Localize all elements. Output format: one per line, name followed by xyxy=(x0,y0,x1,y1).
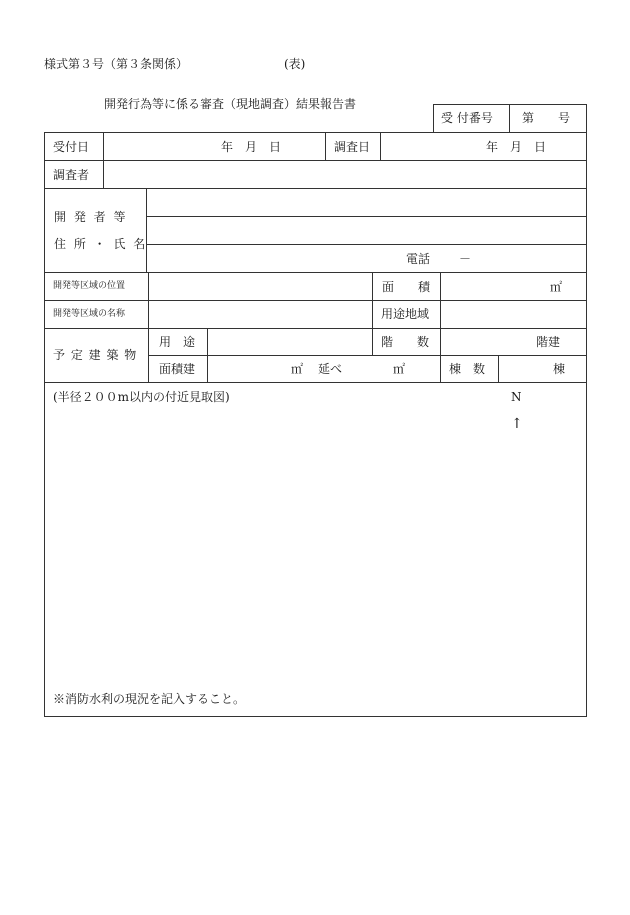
planned-building-label: 予 定 建 築 物 xyxy=(53,348,138,362)
use-label: 用 途 xyxy=(159,335,196,349)
area-label: 面 積 xyxy=(382,280,431,294)
receipt-number-value[interactable]: 第 号 xyxy=(522,111,571,125)
phone-dash: － xyxy=(459,252,472,266)
dev-location-label: 開発等区域の位置 xyxy=(53,281,126,291)
total-floor-unit: ㎡ xyxy=(393,362,406,376)
survey-date-value[interactable]: 年 月 日 xyxy=(486,140,547,154)
footprint-unit: ㎡ xyxy=(291,362,304,376)
phone-label: 電話 xyxy=(406,252,431,266)
received-date-value[interactable]: 年 月 日 xyxy=(221,140,282,154)
zoning-label: 用途地域 xyxy=(381,307,430,321)
map-note: ※消防水利の現況を記入すること。 xyxy=(53,692,246,706)
developer-label-line1: 開 発 者 等 xyxy=(54,210,128,224)
total-floor-label: 延べ xyxy=(318,362,343,376)
survey-date-label: 調査日 xyxy=(334,140,371,154)
received-date-label: 受付日 xyxy=(53,140,90,154)
north-arrow-icon: ↑ xyxy=(511,416,523,432)
dev-name-label: 開発等区域の名称 xyxy=(53,309,126,319)
side-label: (表) xyxy=(284,57,306,71)
investigator-label: 調査者 xyxy=(53,168,90,182)
floors-label: 階 数 xyxy=(381,335,430,349)
page-title: 開発行為等に係る審査（現地調査）結果報告書 xyxy=(104,97,357,111)
area-unit: ㎡ xyxy=(550,280,563,294)
footprint-label: 面積建 xyxy=(159,362,196,376)
buildings-label: 棟 数 xyxy=(449,362,486,376)
form-number: 様式第３号（第３条関係） xyxy=(44,57,189,71)
developer-label-line2: 住 所 ・ 氏 名 xyxy=(54,237,148,251)
buildings-unit: 棟 xyxy=(553,362,566,376)
north-label: N xyxy=(511,390,522,404)
receipt-number-label: 受 付番号 xyxy=(441,111,493,125)
floors-unit: 階建 xyxy=(536,335,561,349)
map-caption: (半径２００m以内の付近見取図) xyxy=(53,390,230,404)
